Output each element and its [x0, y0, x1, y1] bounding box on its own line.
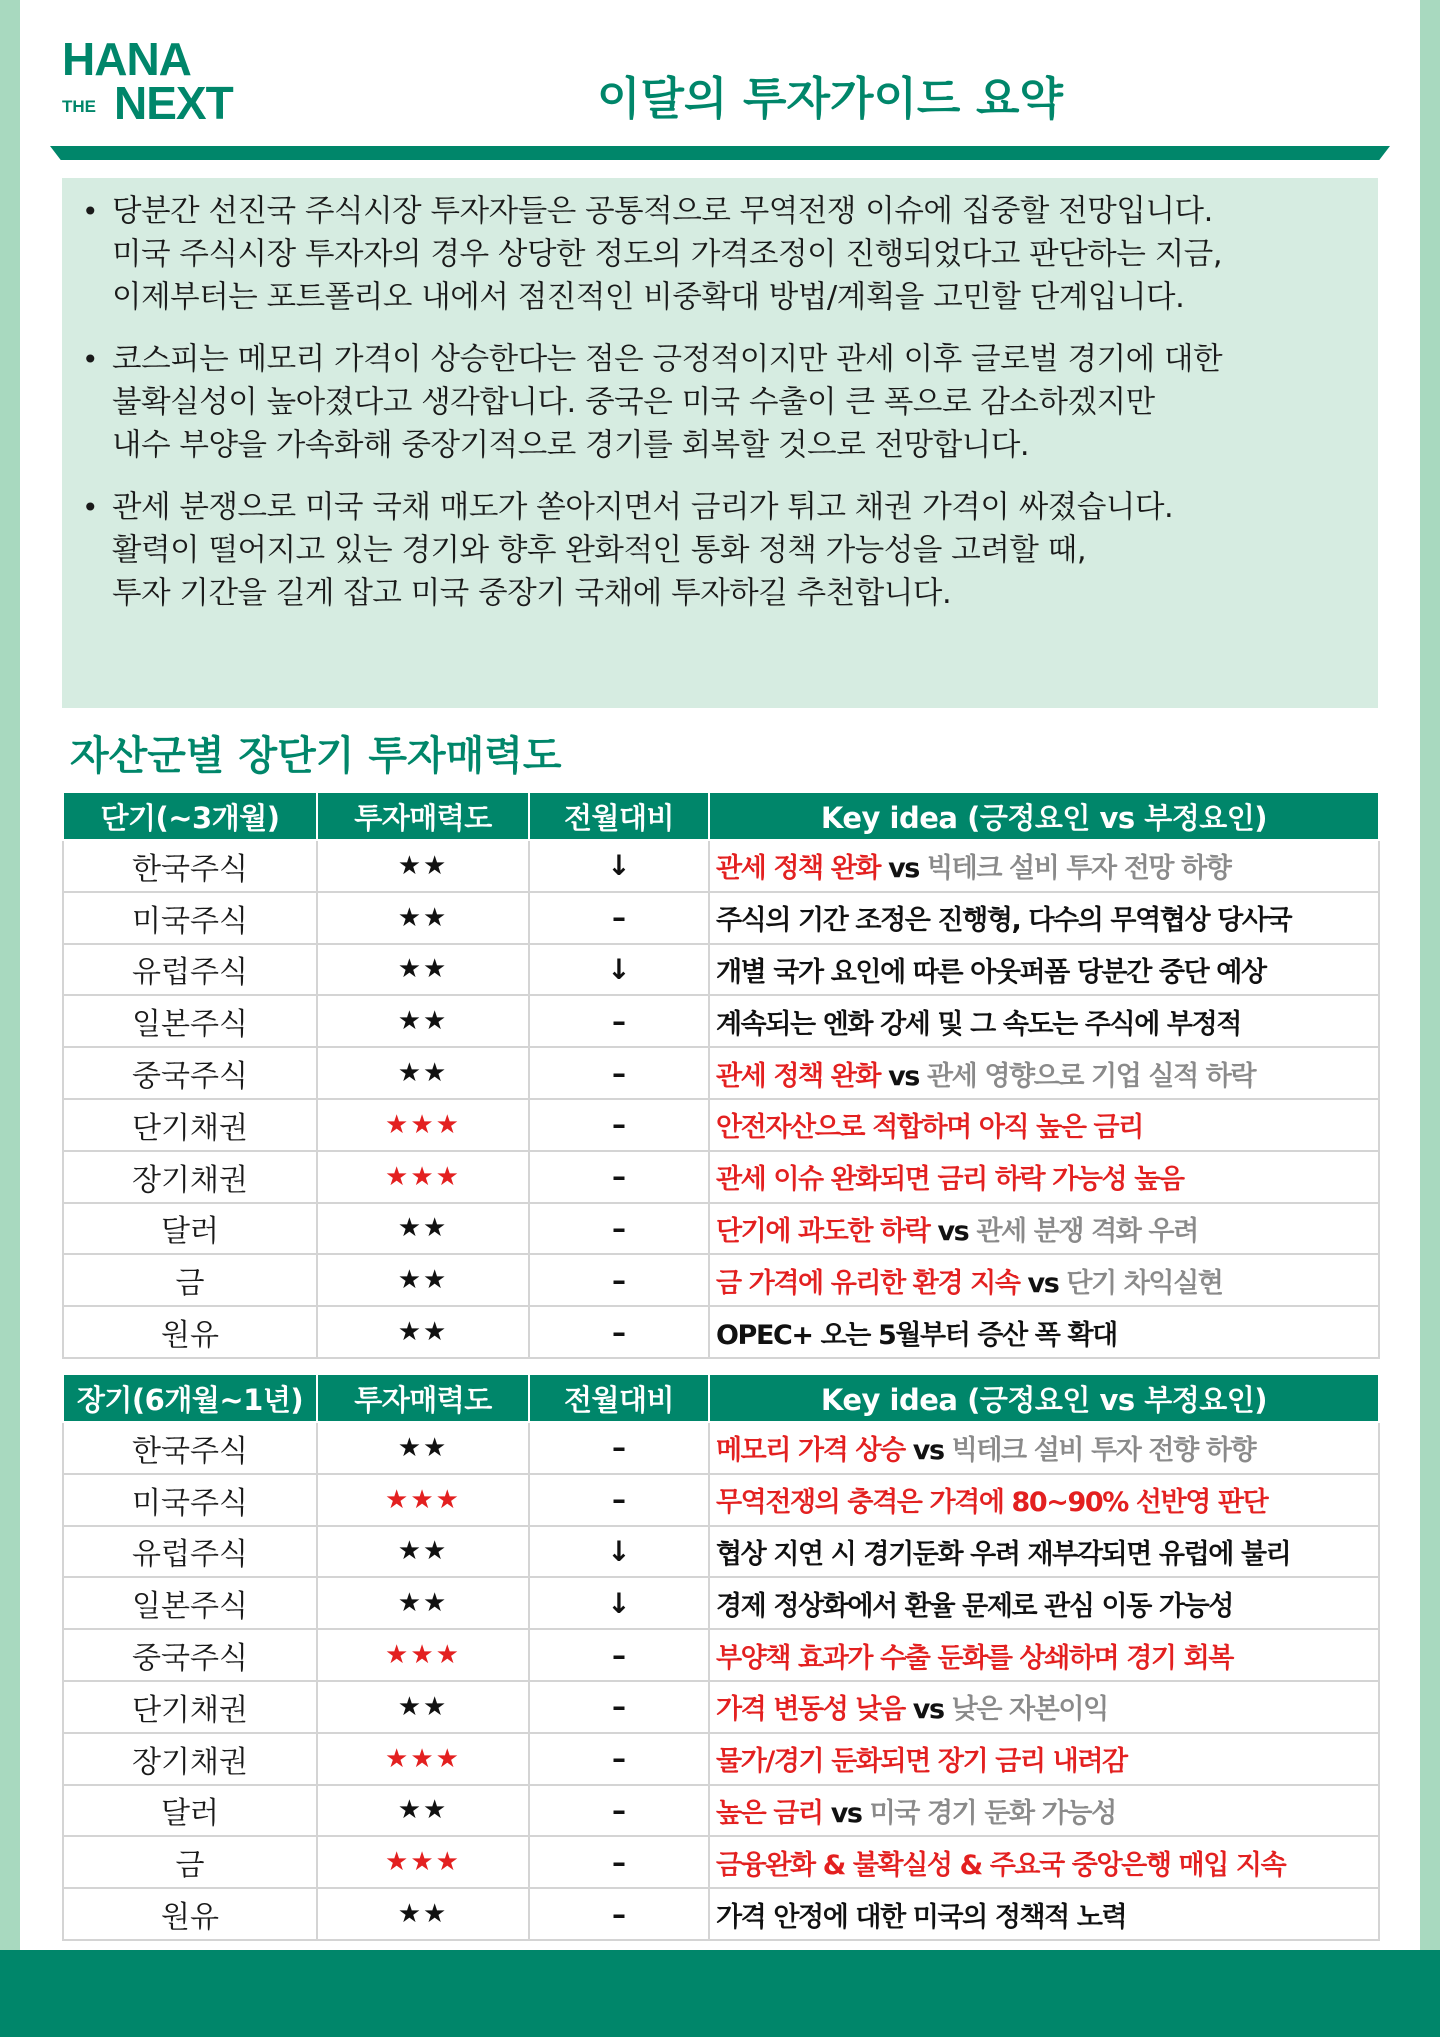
table-row — [63, 1785, 1379, 1837]
mom-change-indicator: – — [529, 1422, 709, 1474]
star-rating: ★★★ — [317, 1733, 529, 1785]
mom-change-indicator: – — [529, 995, 709, 1047]
summary-bullet — [78, 190, 1358, 319]
logo-next: NEXT — [114, 77, 233, 129]
asset-name: 금 — [63, 1254, 317, 1306]
neutral-factor: 계속되는 엔화 강세 및 그 속도는 주식에 부정적 — [716, 1008, 1241, 1040]
short-term-table — [62, 791, 1380, 1359]
table-header-row — [63, 792, 1379, 840]
logo-the: THE — [62, 97, 96, 116]
bullet-icon: • — [82, 491, 99, 524]
table-row — [63, 1203, 1379, 1255]
table-row — [63, 944, 1379, 996]
summary-line: 이제부터는 포트폴리오 내에서 점진적인 비중확대 방법/계획을 고민할 단계입니다. — [112, 280, 1185, 315]
positive-factor: 관세 이슈 완화되면 금리 하락 가능성 높음 — [716, 1164, 1184, 1196]
negative-factor: 관세 분쟁 격화 우려 — [976, 1215, 1198, 1247]
summary-line: 당분간 선진국 주식시장 투자자들은 공통적으로 무역전쟁 이슈에 집중할 전망입니다. — [112, 194, 1213, 229]
key-idea — [709, 1306, 1379, 1358]
star-rating: ★★ — [317, 1047, 529, 1099]
asset-name: 일본주식 — [63, 995, 317, 1047]
vs-separator: vs — [904, 1435, 952, 1467]
logo-hana: HANA — [62, 33, 191, 85]
positive-factor: 금 가격에 유리한 환경 지속 — [716, 1267, 1020, 1299]
asset-name: 한국주식 — [63, 840, 317, 892]
table-row — [63, 1577, 1379, 1629]
header-mom-change: 전월대비 — [529, 792, 709, 840]
key-idea — [709, 1422, 1379, 1474]
neutral-factor: 경제 정상화에서 환율 문제로 관심 이동 가능성 — [716, 1590, 1233, 1622]
asset-name: 중국주식 — [63, 1047, 317, 1099]
table-row — [63, 1836, 1379, 1888]
star-rating: ★★ — [317, 1422, 529, 1474]
header-attractiveness: 투자매력도 — [317, 1374, 529, 1422]
table-header-row — [63, 1374, 1379, 1422]
asset-name: 일본주식 — [63, 1577, 317, 1629]
positive-factor: 물가/경기 둔화되면 장기 금리 내려감 — [716, 1746, 1127, 1778]
table-row — [63, 892, 1379, 944]
positive-factor: 가격 변동성 낮음 — [716, 1694, 905, 1726]
key-idea — [709, 995, 1379, 1047]
star-rating: ★★★ — [317, 1836, 529, 1888]
table-row — [63, 1422, 1379, 1474]
page-title: 이달의 투자가이드 요약 — [596, 72, 1064, 125]
mom-change-indicator: – — [529, 1047, 709, 1099]
summary-bullet — [78, 486, 1358, 615]
summary-box — [62, 178, 1378, 708]
mom-change-indicator: – — [529, 1306, 709, 1358]
mom-change-indicator: – — [529, 1629, 709, 1681]
asset-name: 미국주식 — [63, 892, 317, 944]
star-rating: ★★ — [317, 1526, 529, 1578]
table-row — [63, 1047, 1379, 1099]
table-row — [63, 840, 1379, 892]
section-title: 자산군별 장단기 투자매력도 — [70, 733, 562, 779]
key-idea — [709, 1203, 1379, 1255]
mom-change-indicator: ↓ — [529, 944, 709, 996]
long-term-table — [62, 1373, 1380, 1941]
asset-name: 금 — [63, 1836, 317, 1888]
title-divider — [50, 146, 1390, 160]
summary-line: 투자 기간을 길게 잡고 미국 중장기 국채에 투자하길 추천합니다. — [112, 576, 952, 611]
table-row — [63, 1099, 1379, 1151]
header-key-idea: Key idea (긍정요인 vs 부정요인) — [709, 1374, 1379, 1422]
table-row — [63, 1151, 1379, 1203]
key-idea — [709, 1681, 1379, 1733]
mom-change-indicator: – — [529, 892, 709, 944]
asset-name: 원유 — [63, 1888, 317, 1940]
asset-name: 한국주식 — [63, 1422, 317, 1474]
negative-factor: 관세 영향으로 기업 실적 하락 — [926, 1060, 1256, 1092]
mom-change-indicator: – — [529, 1151, 709, 1203]
header-key-idea: Key idea (긍정요인 vs 부정요인) — [709, 792, 1379, 840]
asset-name: 달러 — [63, 1203, 317, 1255]
header-period: 장기(6개월~1년) — [63, 1374, 317, 1422]
key-idea — [709, 1047, 1379, 1099]
header-mom-change: 전월대비 — [529, 1374, 709, 1422]
mom-change-indicator: – — [529, 1888, 709, 1940]
table-row — [63, 1629, 1379, 1681]
neutral-factor: 가격 안정에 대한 미국의 정책적 노력 — [716, 1901, 1127, 1933]
key-idea — [709, 1836, 1379, 1888]
positive-factor: 안전자산으로 적합하며 아직 높은 금리 — [716, 1112, 1143, 1144]
positive-factor: 메모리 가격 상승 — [716, 1435, 905, 1467]
asset-name: 유럽주식 — [63, 1526, 317, 1578]
star-rating: ★★★ — [317, 1629, 529, 1681]
header-period: 단기(~3개월) — [63, 792, 317, 840]
page — [20, 0, 1420, 2037]
key-idea — [709, 1733, 1379, 1785]
positive-factor: 금융완화 & 불확실성 & 주요국 중앙은행 매입 지속 — [716, 1849, 1286, 1881]
key-idea — [709, 1577, 1379, 1629]
star-rating: ★★ — [317, 1203, 529, 1255]
vs-separator: vs — [880, 1060, 927, 1092]
hana-the-next-logo — [62, 33, 272, 136]
table-row — [63, 1733, 1379, 1785]
star-rating: ★★ — [317, 892, 529, 944]
key-idea — [709, 1099, 1379, 1151]
table-row — [63, 1888, 1379, 1940]
summary-line: 내수 부양을 가속화해 중장기적으로 경기를 회복할 것으로 전망합니다. — [112, 428, 1030, 463]
key-idea — [709, 840, 1379, 892]
mom-change-indicator: – — [529, 1681, 709, 1733]
summary-line: 미국 주식시장 투자자의 경우 상당한 정도의 가격조정이 진행되었다고 판단하는 지금, — [112, 237, 1223, 272]
key-idea — [709, 1888, 1379, 1940]
summary-bullet — [78, 338, 1358, 467]
star-rating: ★★ — [317, 840, 529, 892]
asset-name: 장기채권 — [63, 1733, 317, 1785]
star-rating: ★★ — [317, 1254, 529, 1306]
footer-bar — [0, 1950, 1440, 2037]
header-attractiveness: 투자매력도 — [317, 792, 529, 840]
neutral-factor: 개별 국가 요인에 따른 아웃퍼폼 당분간 중단 예상 — [716, 956, 1266, 988]
mom-change-indicator: – — [529, 1203, 709, 1255]
mom-change-indicator: – — [529, 1836, 709, 1888]
asset-name: 원유 — [63, 1306, 317, 1358]
key-idea — [709, 1629, 1379, 1681]
negative-factor: 미국 경기 둔화 가능성 — [869, 1797, 1116, 1829]
asset-name: 장기채권 — [63, 1151, 317, 1203]
key-idea — [709, 1526, 1379, 1578]
mom-change-indicator: – — [529, 1099, 709, 1151]
bullet-icon: • — [82, 343, 99, 376]
star-rating: ★★ — [317, 995, 529, 1047]
star-rating: ★★ — [317, 944, 529, 996]
asset-name: 달러 — [63, 1785, 317, 1837]
table-row — [63, 1474, 1379, 1526]
table-row — [63, 995, 1379, 1047]
summary-line: 관세 분쟁으로 미국 국채 매도가 쏟아지면서 금리가 튀고 채권 가격이 싸졌습니다. — [112, 490, 1174, 525]
star-rating: ★★ — [317, 1785, 529, 1837]
asset-name: 유럽주식 — [63, 944, 317, 996]
asset-name: 중국주식 — [63, 1629, 317, 1681]
star-rating: ★★ — [317, 1577, 529, 1629]
star-rating: ★★★ — [317, 1474, 529, 1526]
table-row — [63, 1526, 1379, 1578]
mom-change-indicator: – — [529, 1474, 709, 1526]
key-idea — [709, 1785, 1379, 1837]
star-rating: ★★ — [317, 1681, 529, 1733]
vs-separator: vs — [822, 1797, 870, 1829]
mom-change-indicator: – — [529, 1733, 709, 1785]
vs-separator: vs — [1019, 1267, 1067, 1299]
neutral-factor: 협상 지연 시 경기둔화 우려 재부각되면 유럽에 불리 — [716, 1538, 1291, 1570]
mom-change-indicator: ↓ — [529, 1526, 709, 1578]
positive-factor: 관세 정책 완화 — [716, 1060, 881, 1092]
negative-factor: 빅테크 설비 투자 전향 하향 — [951, 1435, 1256, 1467]
asset-name: 단기채권 — [63, 1099, 317, 1151]
positive-factor: 부양책 효과가 수출 둔화를 상쇄하며 경기 회복 — [716, 1642, 1233, 1674]
table-row — [63, 1306, 1379, 1358]
star-rating: ★★ — [317, 1306, 529, 1358]
star-rating: ★★★ — [317, 1151, 529, 1203]
asset-name: 단기채권 — [63, 1681, 317, 1733]
key-idea — [709, 944, 1379, 996]
negative-factor: 빅테크 설비 투자 전망 하향 — [926, 853, 1231, 885]
key-idea — [709, 1254, 1379, 1306]
negative-factor: 낮은 자본이익 — [951, 1694, 1108, 1726]
positive-factor: 단기에 과도한 하락 — [716, 1215, 930, 1247]
key-idea — [709, 892, 1379, 944]
neutral-factor: OPEC+ 오는 5월부터 증산 폭 확대 — [716, 1319, 1117, 1351]
positive-factor: 관세 정책 완화 — [716, 853, 881, 885]
vs-separator: vs — [929, 1215, 977, 1247]
mom-change-indicator: ↓ — [529, 840, 709, 892]
summary-line: 코스피는 메모리 가격이 상승한다는 점은 긍정적이지만 관세 이후 글로벌 경기에 대한 — [112, 342, 1223, 377]
key-idea — [709, 1474, 1379, 1526]
vs-separator: vs — [880, 853, 927, 885]
mom-change-indicator: – — [529, 1785, 709, 1837]
asset-name: 미국주식 — [63, 1474, 317, 1526]
summary-line: 활력이 떨어지고 있는 경기와 향후 완화적인 통화 정책 가능성을 고려할 때, — [112, 533, 1087, 568]
mom-change-indicator: ↓ — [529, 1577, 709, 1629]
star-rating: ★★ — [317, 1888, 529, 1940]
neutral-factor: 주식의 기간 조정은 진행형, 다수의 무역협상 당사국 — [716, 905, 1292, 937]
mom-change-indicator: – — [529, 1254, 709, 1306]
table-row — [63, 1681, 1379, 1733]
key-idea — [709, 1151, 1379, 1203]
table-row — [63, 1254, 1379, 1306]
negative-factor: 단기 차익실현 — [1066, 1267, 1223, 1299]
positive-factor: 무역전쟁의 충격은 가격에 80~90% 선반영 판단 — [716, 1487, 1268, 1519]
positive-factor: 높은 금리 — [716, 1797, 823, 1829]
star-rating: ★★★ — [317, 1099, 529, 1151]
summary-line: 불확실성이 높아졌다고 생각합니다. 중국은 미국 수출이 큰 폭으로 감소하겠지만 — [112, 385, 1155, 420]
bullet-icon: • — [82, 195, 99, 228]
vs-separator: vs — [904, 1694, 952, 1726]
